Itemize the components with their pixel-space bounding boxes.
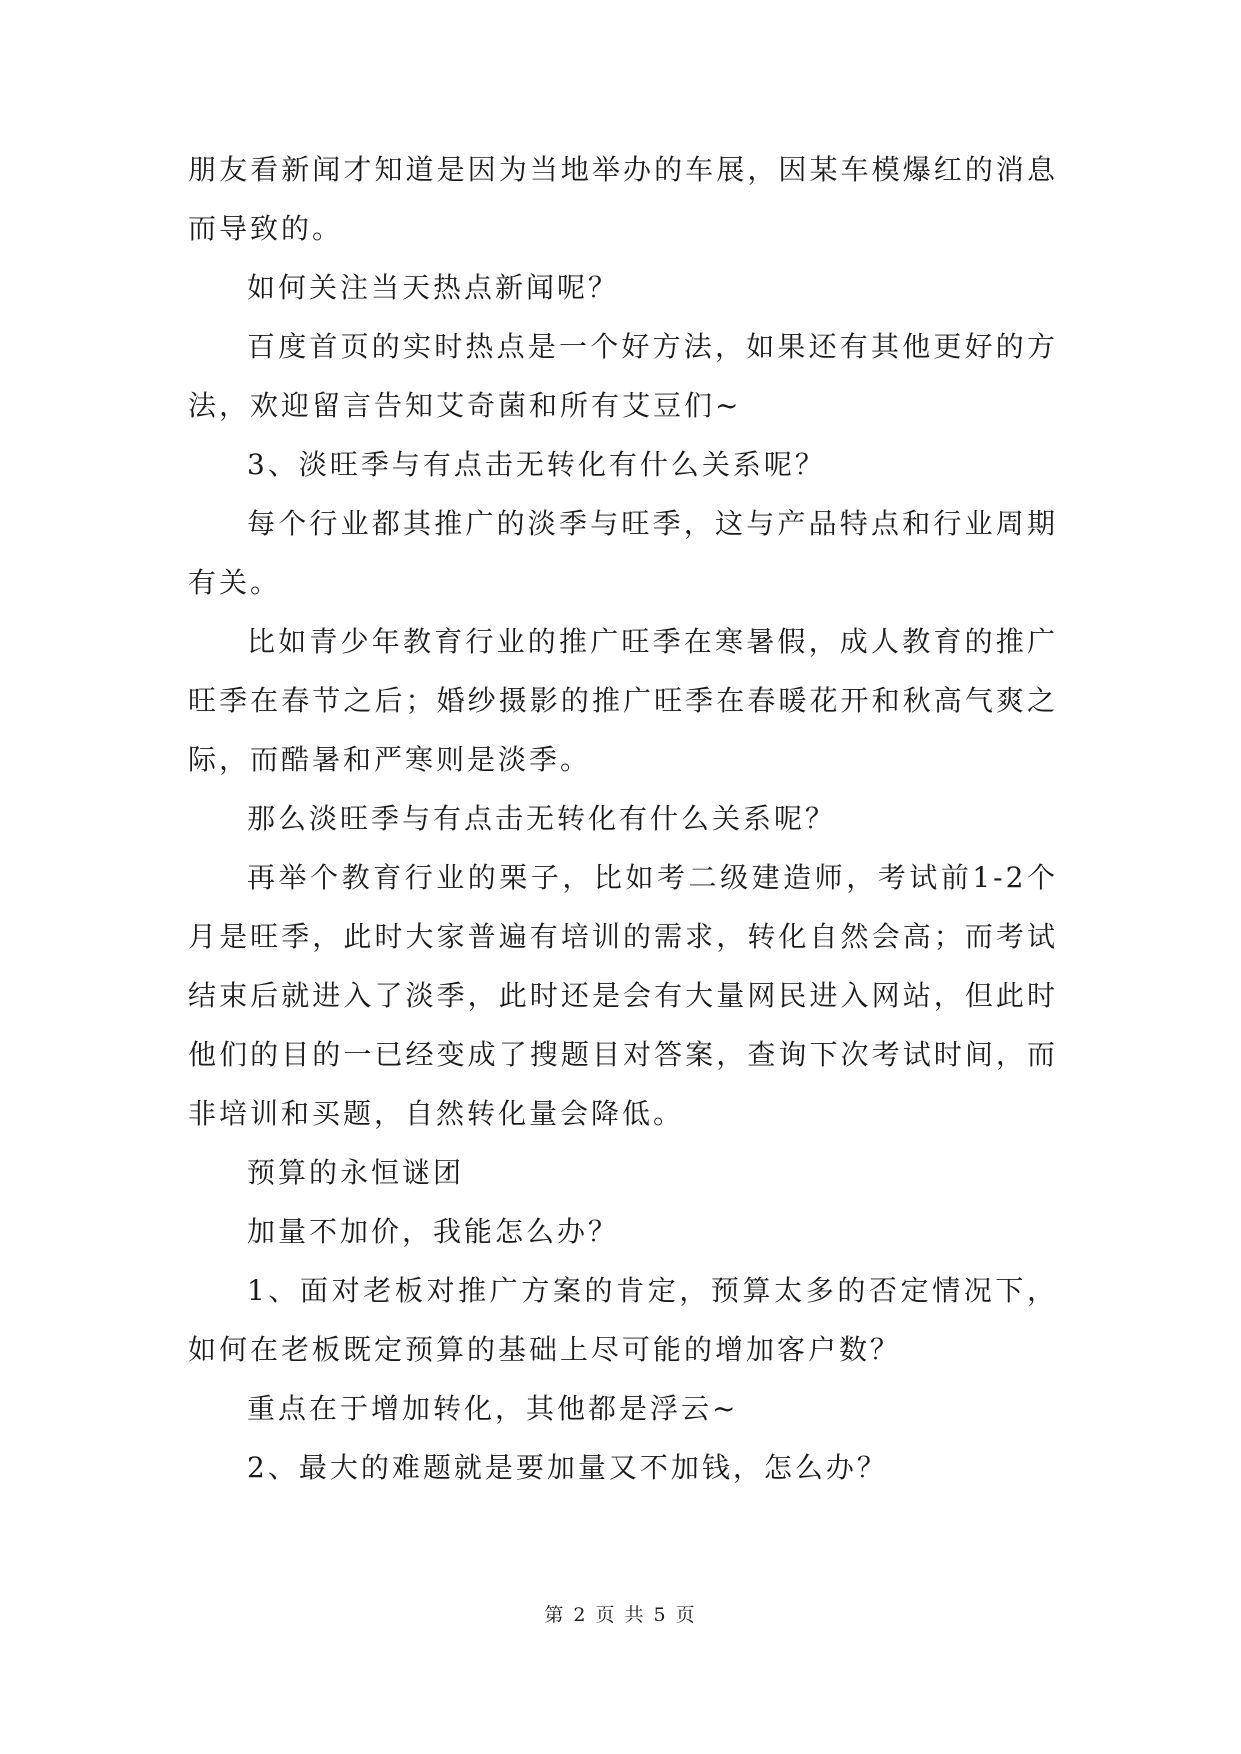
paragraph-budget-question: 加量不加价，我能怎么办？ xyxy=(247,1215,620,1248)
document-body xyxy=(188,140,1058,1497)
paragraph-continuation: 朋友看新闻才知道是因为当地举办的车展，因某车模爆红的消息而导致的。 xyxy=(188,153,1058,245)
paragraph-seasons: 每个行业都其推广的淡季与旺季，这与产品特点和行业周期有关。 xyxy=(188,507,1058,599)
paragraph-question-hot-news: 如何关注当天热点新闻呢？ xyxy=(247,271,620,304)
paragraph-budget-item-2: 2、最大的难题就是要加量又不加钱，怎么办？ xyxy=(247,1451,888,1484)
paragraph-season-question: 那么淡旺季与有点击无转化有什么关系呢？ xyxy=(247,802,837,835)
paragraph-budget-item-1: 1、面对老板对推广方案的肯定，预算太多的否定情况下，如何在老板既定预算的基础上尽可能的增加客户数？ xyxy=(188,1274,1058,1366)
page-number-footer: 第 2 页 共 5 页 xyxy=(544,1604,697,1626)
paragraph-conversion-key: 重点在于增加转化，其他都是浮云~ xyxy=(247,1392,739,1425)
section-title-budget: 预算的永恒谜团 xyxy=(247,1156,465,1189)
section-heading-3: 3、淡旺季与有点击无转化有什么关系呢？ xyxy=(247,448,826,481)
paragraph-season-examples: 比如青少年教育行业的推广旺季在寒暑假，成人教育的推广旺季在春节之后；婚纱摄影的推广旺季在春暖花开和秋高气爽之际，而酷暑和严寒则是淡季。 xyxy=(188,625,1058,776)
paragraph-baidu-hotspots: 百度首页的实时热点是一个好方法，如果还有其他更好的方法，欢迎留言告知艾奇菌和所有艾豆们~ xyxy=(188,330,1058,422)
paragraph-education-example: 再举个教育行业的栗子，比如考二级建造师，考试前1-2个月是旺季，此时大家普遍有培训的需求，转化自然会高；而考试结束后就进入了淡季，此时还是会有大量网民进入网站，但此时他们的目的一已经变成了搜题目对答案，查询下次考试时间，而非培训和买题，自然转化量会降低。 xyxy=(188,861,1058,1130)
